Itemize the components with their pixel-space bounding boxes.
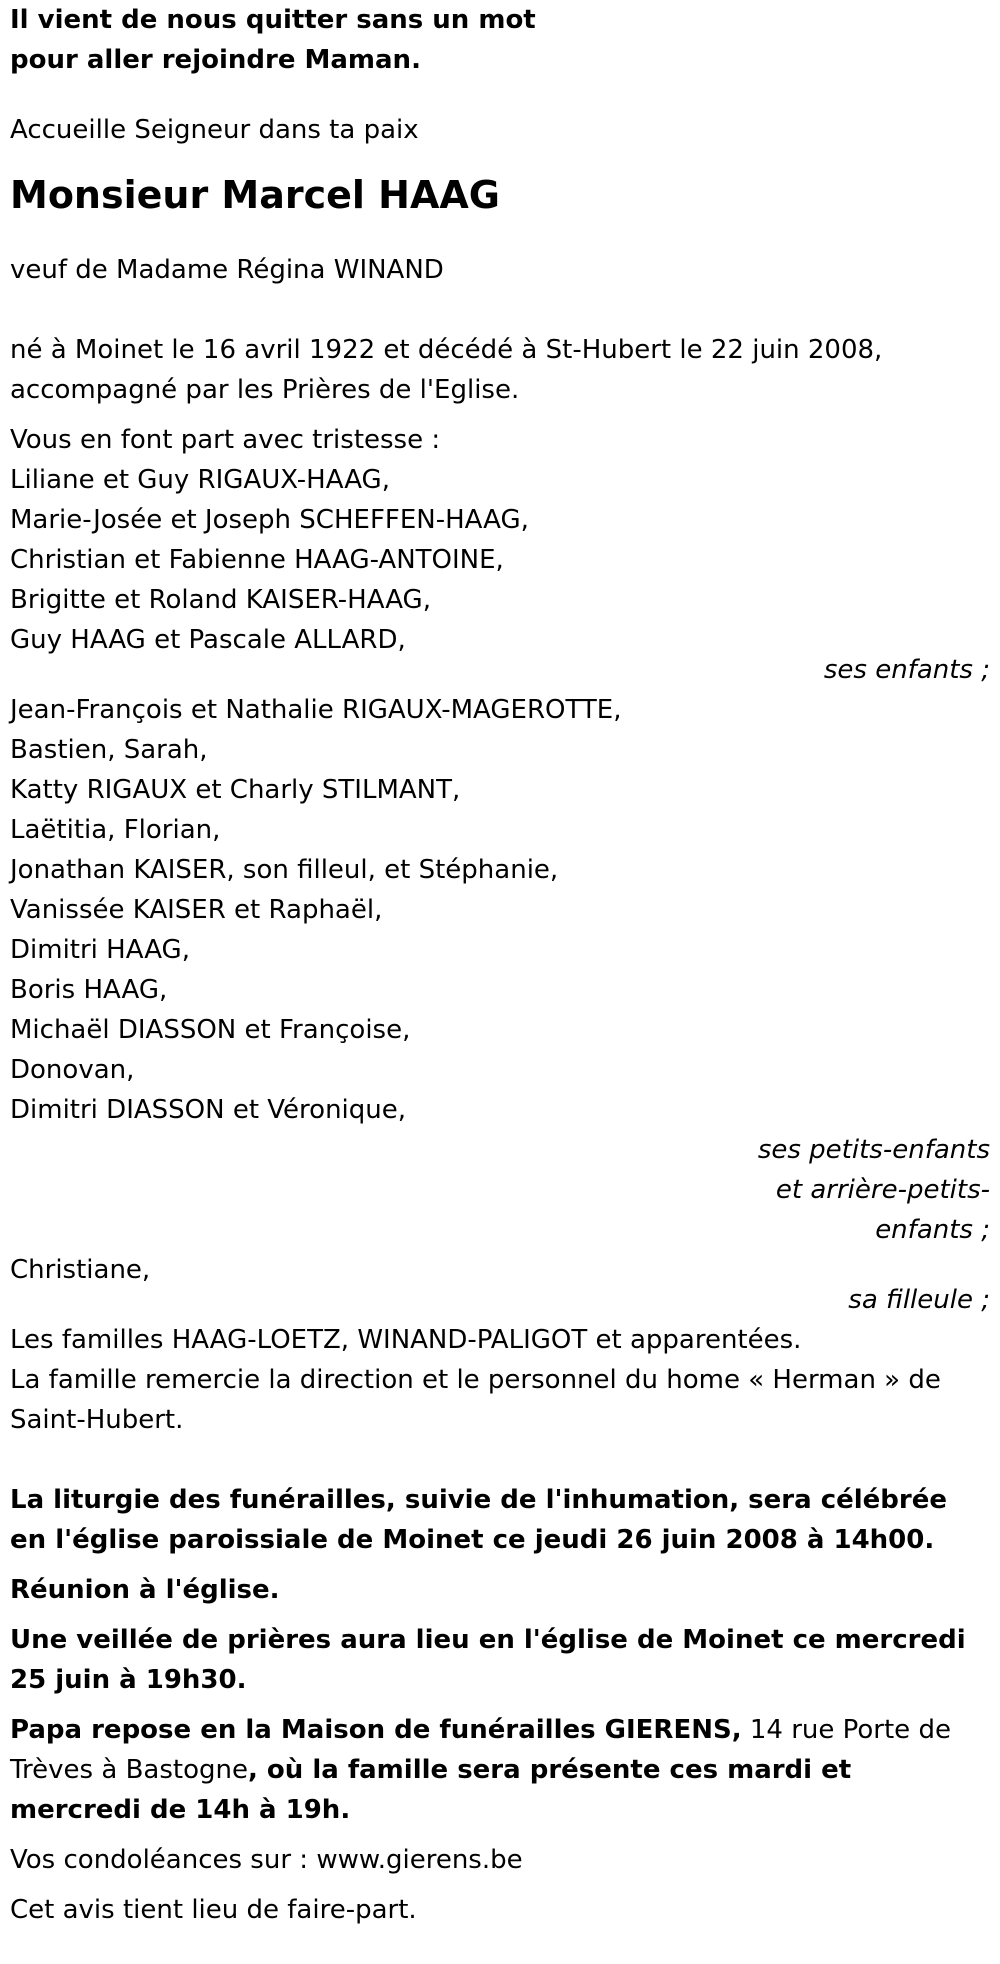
families-line: Les familles HAAG-LOETZ, WINAND-PALIGOT et apparentées. xyxy=(10,1325,802,1355)
list-item: Marie-Josée et Joseph SCHEFFEN-HAAG, xyxy=(10,505,529,535)
thanks-line: La famille remercie la direction et le personnel du home « Herman » de Saint-Hubert. xyxy=(10,1365,941,1435)
children-list xyxy=(10,460,990,660)
list-item: Donovan, xyxy=(10,1055,135,1085)
grandchildren-label-line: enfants ; xyxy=(875,1215,990,1245)
list-item: Liliane et Guy RIGAUX-HAAG, xyxy=(10,465,390,495)
notice-line: Cet avis tient lieu de faire-part. xyxy=(10,1895,417,1925)
vigil-line: Une veillée de prières aura lieu en l'église de Moinet ce mercredi 25 juin à 19h30. xyxy=(10,1625,966,1695)
grandchildren-label-line: et arrière-petits- xyxy=(775,1175,990,1205)
children-label: ses enfants ; xyxy=(823,655,990,685)
grandchildren-label xyxy=(10,1130,990,1250)
list-item: Bastien, Sarah, xyxy=(10,735,208,765)
list-item: Jean-François et Nathalie RIGAUX-MAGEROTTE, xyxy=(10,695,622,725)
list-item: Christian et Fabienne HAAG-ANTOINE, xyxy=(10,545,504,575)
rest-bold-part-2: , où la famille sera présente ces mardi et mercredi de 14h à 19h. xyxy=(10,1755,852,1825)
grandchildren-list xyxy=(10,690,990,1130)
list-item: Laëtitia, Florian, xyxy=(10,815,221,845)
prayer-line: Accueille Seigneur dans ta paix xyxy=(10,115,419,145)
list-item: Dimitri HAAG, xyxy=(10,935,190,965)
list-item: Jonathan KAISER, son filleul, et Stéphanie, xyxy=(10,855,559,885)
list-item: Boris HAAG, xyxy=(10,975,168,1005)
deceased-name: Monsieur Marcel HAAG xyxy=(10,173,500,217)
list-item: Dimitri DIASSON et Véronique, xyxy=(10,1095,407,1125)
liturgy-line: La liturgie des funérailles, suivie de l'inhumation, sera célébrée en l'église paroissiale de Moinet ce jeudi 26 juin 2008 à 14h00. xyxy=(10,1485,947,1555)
rest-line xyxy=(10,1710,990,1830)
family-intro: Vous en font part avec tristesse : xyxy=(10,425,441,455)
goddaughter-label: sa filleule ; xyxy=(848,1285,990,1315)
rest-bold-part-1: Papa repose en la Maison de funérailles GIERENS, xyxy=(10,1715,742,1745)
goddaughter-name: Christiane, xyxy=(10,1255,151,1285)
opening-line-2: pour aller rejoindre Maman. xyxy=(10,45,421,75)
opening-line-1: Il vient de nous quitter sans un mot xyxy=(10,5,536,35)
list-item: Guy HAAG et Pascale ALLARD, xyxy=(10,625,406,655)
meeting-line: Réunion à l'église. xyxy=(10,1575,280,1605)
birth-death-line: né à Moinet le 16 avril 1922 et décédé à St-Hubert le 22 juin 2008, xyxy=(10,335,883,365)
list-item: Katty RIGAUX et Charly STILMANT, xyxy=(10,775,461,805)
widow-line: veuf de Madame Régina WINAND xyxy=(10,255,444,285)
rest-address: 14 rue Porte de Trèves à Bastogne xyxy=(10,1715,951,1785)
accompanied-line: accompagné par les Prières de l'Eglise. xyxy=(10,375,520,405)
list-item: Michaël DIASSON et Françoise, xyxy=(10,1015,411,1045)
list-item: Brigitte et Roland KAISER-HAAG, xyxy=(10,585,431,615)
condolences-line: Vos condoléances sur : www.gierens.be xyxy=(10,1845,523,1875)
grandchildren-label-line: ses petits-enfants xyxy=(757,1135,990,1165)
list-item: Vanissée KAISER et Raphaël, xyxy=(10,895,383,925)
